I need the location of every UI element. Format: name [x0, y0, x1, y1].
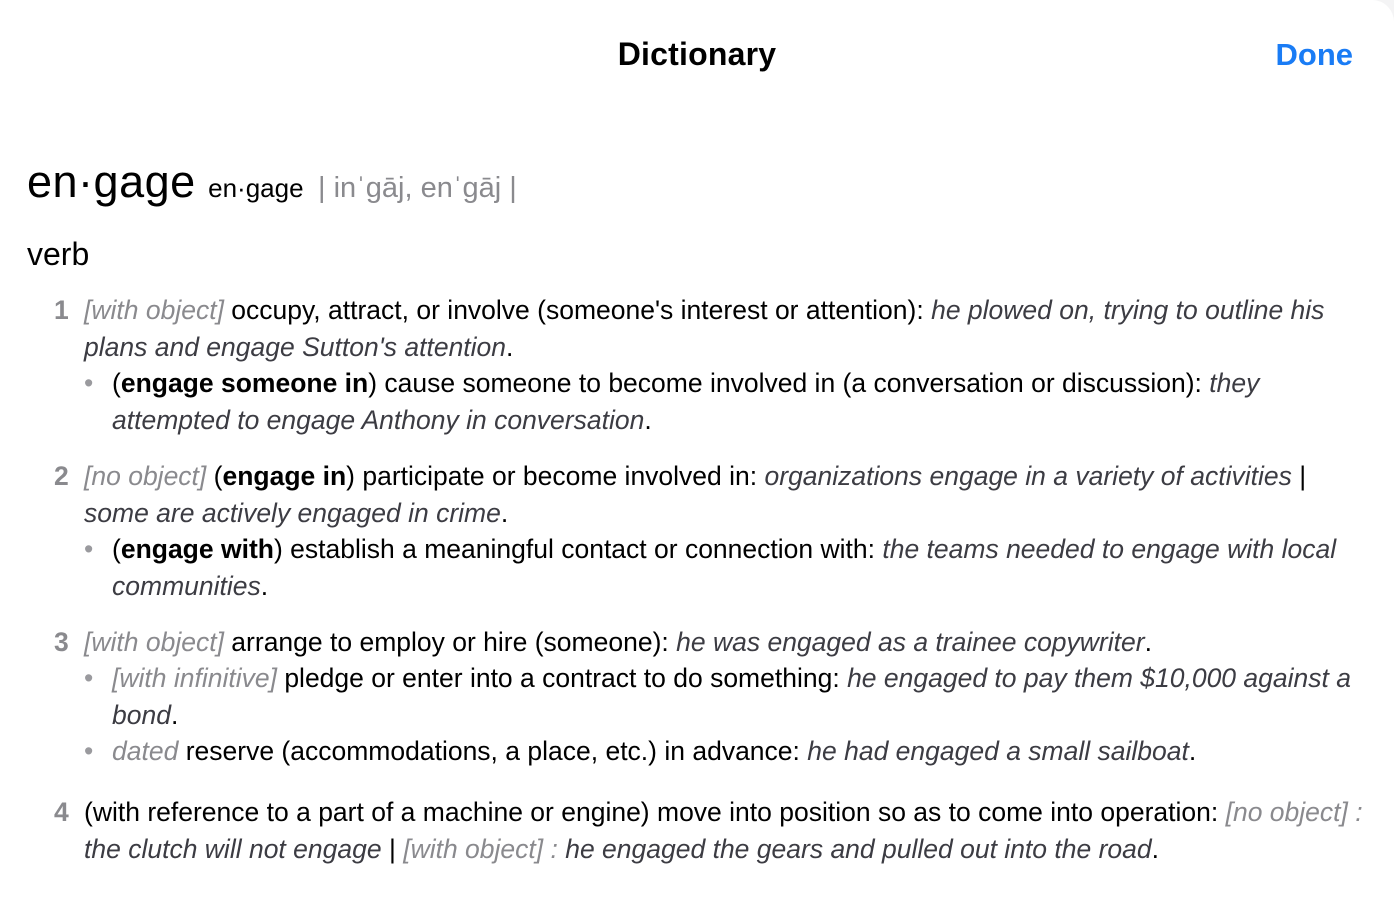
example: organizations engage in a variety of activities: [764, 461, 1292, 491]
sense-3: [54, 624, 1364, 770]
definition: cause someone to become involved in (a conversation or discussion):: [384, 368, 1210, 398]
example: he plowed on, trying to outline his plans and engage Sutton's attention: [84, 295, 1325, 362]
definition: (with reference to a part of a machine or engine) move into position so as to come into operation:: [84, 797, 1226, 827]
example: he had engaged a small sailboat: [807, 736, 1189, 766]
phrase: engage in: [222, 461, 347, 491]
sense-number: 1: [54, 295, 69, 325]
paren: ): [368, 368, 385, 398]
syllabified-word: en·gage: [208, 173, 304, 203]
grammar-label: [with object]: [84, 627, 224, 657]
phrase: engage with: [120, 534, 274, 564]
example: the teams needed to engage with local communities: [112, 534, 1337, 601]
bullet-icon: •: [84, 368, 94, 398]
example: some are actively engaged in crime: [84, 498, 501, 528]
subsense: [84, 733, 1364, 770]
paren: ): [346, 461, 363, 491]
example: the clutch will not engage: [84, 834, 382, 864]
period: .: [1151, 834, 1160, 864]
period: .: [170, 700, 179, 730]
definition: occupy, attract, or involve (someone's interest or attention):: [223, 295, 932, 325]
grammar-label: [with object]: [84, 295, 224, 325]
separator: |: [1291, 461, 1307, 491]
subsense: [84, 660, 1364, 734]
sense-main: [84, 624, 1364, 661]
register-label: dated: [112, 736, 179, 766]
period: .: [644, 405, 652, 435]
sense-4: [54, 794, 1364, 868]
grammar-label: [with infinitive]: [112, 663, 277, 693]
bullet-icon: •: [84, 534, 94, 564]
sense-number: 2: [54, 461, 69, 491]
bullet-icon: •: [84, 663, 94, 693]
period: .: [506, 332, 514, 362]
headword-line: [27, 156, 517, 208]
grammar-label: [no object] :: [1225, 797, 1363, 827]
example: they attempted to engage Anthony in conversation: [112, 368, 1260, 435]
sense-2: [54, 458, 1364, 605]
period: .: [1188, 736, 1197, 766]
definition: participate or become involved in:: [362, 461, 765, 491]
paren: (: [112, 534, 121, 564]
sense-1: [54, 292, 1364, 439]
headword: en·gage: [27, 156, 196, 207]
sense-main: [84, 292, 1364, 366]
phrase: engage someone in: [120, 368, 369, 398]
definition: reserve (accommodations, a place, etc.) in advance:: [178, 736, 808, 766]
example: he engaged the gears and pulled out into the road: [565, 834, 1152, 864]
period: .: [500, 498, 509, 528]
paren: ): [273, 534, 291, 564]
grammar-label: [with object] :: [403, 834, 566, 864]
nav-title: Dictionary: [617, 36, 777, 72]
period: .: [1144, 627, 1152, 657]
pronunciation: | inˈgāj, enˈgāj |: [317, 172, 517, 204]
grammar-label: [no object]: [84, 461, 207, 491]
sense-number: 4: [54, 797, 69, 827]
paren: (: [206, 461, 223, 491]
subsense: [84, 531, 1364, 605]
separator: |: [381, 834, 404, 864]
sense-main: [84, 794, 1364, 868]
paren: (: [112, 368, 121, 398]
definition: arrange to employ or hire (someone):: [223, 627, 677, 657]
definition: pledge or enter into a contract to do something:: [276, 663, 848, 693]
example: he engaged to pay them $10,000 against a bond: [112, 663, 1351, 730]
example: he was engaged as a trainee copywriter: [676, 627, 1145, 657]
definition: establish a meaningful contact or connection with:: [290, 534, 883, 564]
sense-main: [84, 458, 1364, 532]
done-button[interactable]: Done: [1275, 37, 1353, 72]
part-of-speech: verb: [27, 236, 90, 272]
period: .: [260, 571, 269, 601]
bullet-icon: •: [84, 736, 94, 766]
sense-number: 3: [54, 627, 69, 657]
subsense: [84, 365, 1364, 439]
